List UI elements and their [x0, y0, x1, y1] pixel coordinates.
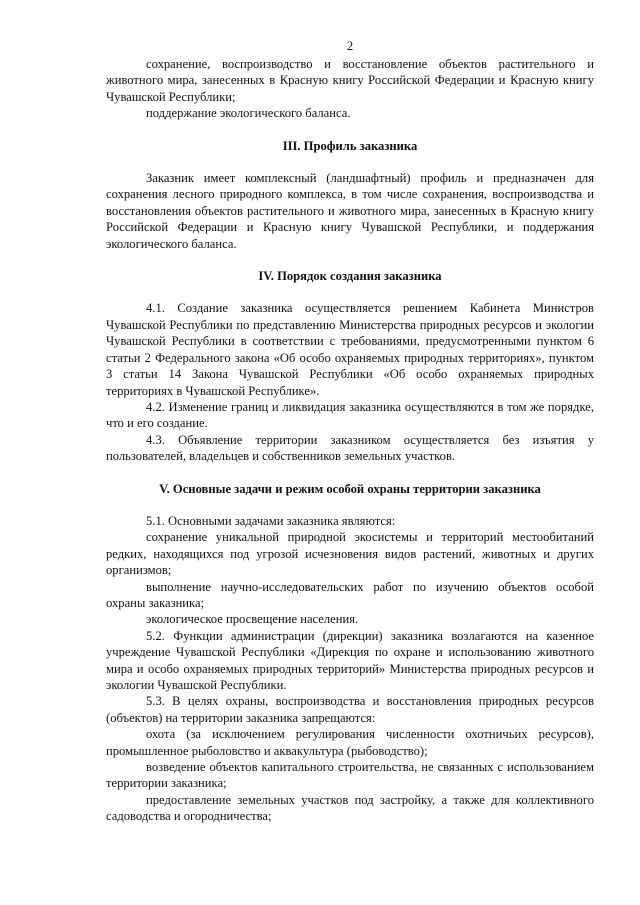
- section-4-paragraph: 4.2. Изменение границ и ликвидация заказника осуществляются в том же порядке, что и его создание.: [106, 399, 594, 431]
- section-5-paragraph: 5.3. В целях охраны, воспроизводства и восстановления природных ресурсов (объектов) на территории заказника запрещаются:: [106, 694, 594, 725]
- section-5-paragraph: предоставление земельных участков под застройку, а также для коллективного садоводства и огородничества;: [106, 792, 594, 824]
- section-5-paragraph: экологическое просвещение населения.: [146, 612, 359, 627]
- section-3-title: III. Профиль заказника: [282, 138, 418, 153]
- section-5-paragraph: выполнение научно-исследовательских работ по изучению объектов особой охраны заказника;: [106, 579, 594, 610]
- section-4-paragraph: 4.3. Объявление территории заказником осуществляется без изъятия у пользователей, владельцев и собственников земельных участков.: [106, 432, 594, 464]
- page-number: 2: [346, 39, 354, 53]
- section-5-paragraph: возведение объектов капитального строительства, не связанных с использованием территории заказника;: [106, 760, 594, 791]
- document-body: [106, 56, 594, 825]
- intro-paragraph: сохранение, воспроизводство и восстановление объектов растительного и животного мира, занесенных в Красную книгу Российской Федерации и Красную книгу Чувашской Республики;: [106, 57, 594, 104]
- intro-paragraph: поддержание экологического баланса.: [146, 106, 351, 121]
- section-5-title: V. Основные задачи и режим особой охраны территории заказника: [159, 481, 541, 496]
- section-4-title: IV. Порядок создания заказника: [258, 269, 442, 284]
- section-5-paragraph: сохранение уникальной природной экосистемы и территорий местообитаний редких, находящихся под угрозой исчезновения видов растений, животных и других организмов;: [106, 530, 594, 578]
- section-3-paragraph: Заказник имеет комплексный (ландшафтный) профиль и предназначен для сохранения лесного природного комплекса, в том числе сохранения, воспроизводства и восстановления объектов растительного и животного мира, занесенных в Красную книгу Российской Федерации и Красную книгу Чувашской Республики, и поддержания экологического баланса.: [106, 171, 594, 251]
- section-5-paragraph: 5.1. Основными задачами заказника являются:: [146, 513, 396, 528]
- section-5-paragraph: охота (за исключением регулирования численности охотничьих ресурсов), промышленное рыболовство и аквакультура (рыбоводство);: [106, 727, 594, 758]
- section-4-paragraph: 4.1. Создание заказника осуществляется решением Кабинета Министров Чувашской Республики по представлению Министерства природных ресурсов и экологии Чувашской Республики в соответствии с требованиями, предусмотренными пунктом 6 статьи 2 Федерального закона «Об особо охраняемых природных территориях», пунктом 3 статьи 14 Закона Чувашской Республики «Об особо охраняемых природных территориях в Чувашской Республике».: [106, 301, 594, 398]
- section-5-paragraph: 5.2. Функции администрации (дирекции) заказника возлагаются на казенное учреждение Чувашской Республики «Дирекция по охране и использованию животного мира и особо охраняемых природных территорий» Министерства природных ресурсов и экологии Чувашской Республики.: [106, 628, 594, 692]
